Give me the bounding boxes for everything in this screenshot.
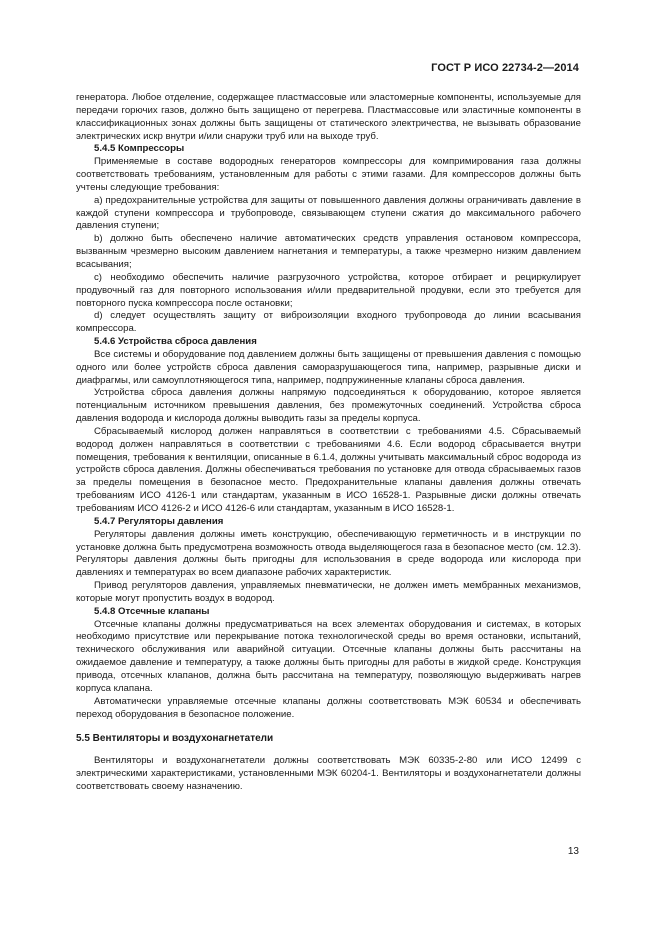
document-body — [76, 92, 581, 794]
paragraph-5-4-8-2: Автоматически управляемые отсечные клапаны должны соответствовать МЭК 60534 и обеспечивать переход оборудования в безопасное положение. — [76, 695, 581, 720]
list-item-5-4-5-d: d) следует осуществлять защиту от виброизоляции входного трубопровода до линии всасывания компрессора. — [76, 310, 581, 335]
paragraph-5-4-8-1: Отсечные клапаны должны предусматриваться на всех элементах оборудования и системах, в которых необходимо присутствие или перекрывание потока технологической среды во время остановки, испытаний, технического обслуживания или аварийной ситуации. Отсечные клапаны должны быть рассчитаны на ожидаемое давление и температуру, а также должны быть пригодны для работы в жидкой среде. Конструкция привода, отсечных клапанов, должна быть рассчитана на температуру, позволяющую выдерживать нагрев корпуса клапана. — [76, 618, 581, 694]
heading-5-4-7: 5.4.7 Регуляторы давления — [94, 515, 224, 527]
paragraph-5-4-6-3: Сбрасываемый кислород должен направляться в соответствии с требованиями 4.5. Сбрасываемый водород должен направляться в соответствии с требованиями 4.6. Если водород сбрасывается внутри помещения, требования к вентиляции, описанные в 6.1.4, должны учитывать максимальный сброс водорода из устройств сброса давления. Должны обеспечиваться требования по установке для отвода сбрасываемых газов за пределы помещения в безопасное место. Предохранительные клапаны давления должны отвечать требованиям ИСО 4126-1 или стандартам, указанным в ИСО 16528-1. Разрывные диски должны отвечать требованиям ИСО 4126-2 и ИСО 4126-6 или стандартам, указанным в ИСО 16528-1. — [76, 425, 581, 514]
paragraph-5-4-6-2: Устройства сброса давления должны напрямую подсоединяться к оборудованию, которое является потенциальным источником превышения давления, без промежуточных соединений. Устройства сброса давления водорода и кислорода должны выводить газы за пределы корпуса. — [76, 387, 581, 425]
heading-5-4-8: 5.4.8 Отсечные клапаны — [94, 605, 210, 617]
paragraph-5-4-6-1: Все системы и оборудование под давлением должны быть защищены от превышения давления с помощью одного или более устройств сброса давления саморазрушающегося типа, например, разрывные диски и диафрагмы, или самоуплотняющегося типа, например, подпружиненные клапаны сброса давления. — [76, 348, 581, 386]
list-item-5-4-5-c: c) необходимо обеспечить наличие разгрузочного устройства, которое отбирает и рециркулирует продувочный газ для повторного использования и/или предварительной продувки, если это требуется для повторного пуска компрессора после остановки; — [76, 271, 581, 309]
heading-5-5: 5.5 Вентиляторы и воздухонагнетатели — [76, 733, 274, 745]
paragraph-5-4-7-2: Привод регуляторов давления, управляемых пневматически, не должен иметь мембранных механизмов, которые могут пропустить воздух в водород. — [76, 580, 581, 604]
list-item-5-4-5-b: b) должно быть обеспечено наличие автоматических средств управления остановом компрессора, вызванным чрезмерно высоким давлением нагнетания и температуры, а также чрезмерно низким давлением всасывания; — [76, 233, 581, 270]
list-item-5-4-5-a: a) предохранительные устройства для защиты от повышенного давления должны ограничивать давление в каждой ступени компрессора и трубопроводе, связывающем ступени сжатия до максимального рабочего давления ступени; — [76, 194, 581, 232]
paragraph-5-4-7-1: Регуляторы давления должны иметь конструкцию, обеспечивающую герметичность и в инструкции по установке должна быть предусмотрена возможность отвода выделяющегося газа в безопасное место (см. 12.3). Регуляторы давления должны быть пригодны для использования в среде водорода или кислорода при давлениях и температурах во всем диапазоне рабочих характеристик. — [76, 528, 581, 579]
paragraph-intro: генератора. Любое отделение, содержащее пластмассовые или эластомерные компоненты, используемые для передачи горючих газов, должно быть защищено от перегрева. Пластмассовые или эластичные компоненты в классификационных зонах должны быть защищены от статического электричества, не вызывать образование электрических искр внутри и/или снаружи труб или на выходе труб. — [76, 92, 581, 142]
heading-5-4-6: 5.4.6 Устройства сброса давления — [94, 336, 257, 348]
page-number: 13 — [567, 846, 579, 857]
document-header-id: ГОСТ Р ИСО 22734-2—2014 — [431, 62, 579, 74]
paragraph-5-5-1: Вентиляторы и воздухонагнетатели должны соответствовать МЭК 60335-2-80 или ИСО 12499 с электрическими характеристиками, установленными МЭК 60204-1. Вентиляторы и воздухонагнетатели должны соответствовать своему назначению. — [76, 755, 581, 792]
heading-5-4-5: 5.4.5 Компрессоры — [94, 143, 185, 155]
paragraph-5-4-5-1: Применяемые в составе водородных генераторов компрессоры для компримирования газа должны соответствовать требованиям, установленным для работы с этими газами. Для компрессоров должны быть учтены следующие требования: — [76, 156, 581, 193]
